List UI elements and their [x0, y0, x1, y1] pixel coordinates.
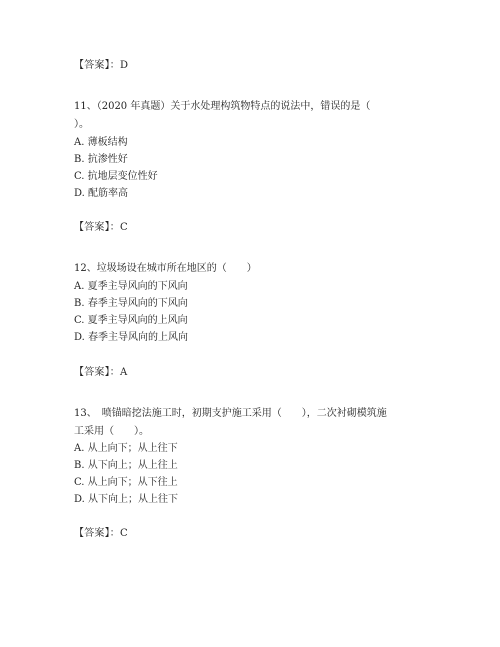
question-12-option-a: A. 夏季主导风向的下风向 — [74, 281, 188, 292]
question-13-option-b: B. 从下向上；从上往上 — [74, 460, 178, 471]
question-11-stem-line2: ）。 — [74, 119, 89, 130]
question-12-stem-line1: 12、垃圾场设在城市所在地区的（ ） — [74, 263, 257, 274]
question-11-option-c: C. 抗地层变位性好 — [74, 171, 158, 182]
answer-q11: 【答案】：C — [74, 222, 128, 233]
question-13-stem-line2: 工采用（ ）。 — [74, 426, 149, 437]
question-11-option-a: A. 薄板结构 — [74, 137, 128, 148]
answer-q10: 【答案】：D — [74, 60, 129, 71]
answer-q12: 【答案】：A — [74, 367, 128, 378]
question-12-option-d: D. 春季主导风向的上风向 — [74, 332, 189, 343]
question-12-option-b: B. 春季主导风向的下风向 — [74, 298, 188, 309]
question-12-option-c: C. 夏季主导风向的上风向 — [74, 315, 188, 326]
question-13-stem-line1: 13、 喷锚暗挖法施工时，初期支护施工采用（ ），二次衬砌模筑施 — [74, 408, 387, 419]
question-13-option-a: A. 从上向下；从上往下 — [74, 443, 178, 454]
question-13-option-d: D. 从下向上；从上往下 — [74, 494, 179, 505]
question-13-option-c: C. 从上向下；从下往上 — [74, 477, 178, 488]
question-11-option-b: B. 抗渗性好 — [74, 154, 128, 165]
question-11-option-d: D. 配筋率高 — [74, 188, 129, 199]
answer-q13: 【答案】：C — [74, 528, 128, 539]
question-11-stem-line1: 11、（2020 年真题）关于水处理构筑物特点的说法中，错误的是（ — [74, 101, 371, 112]
